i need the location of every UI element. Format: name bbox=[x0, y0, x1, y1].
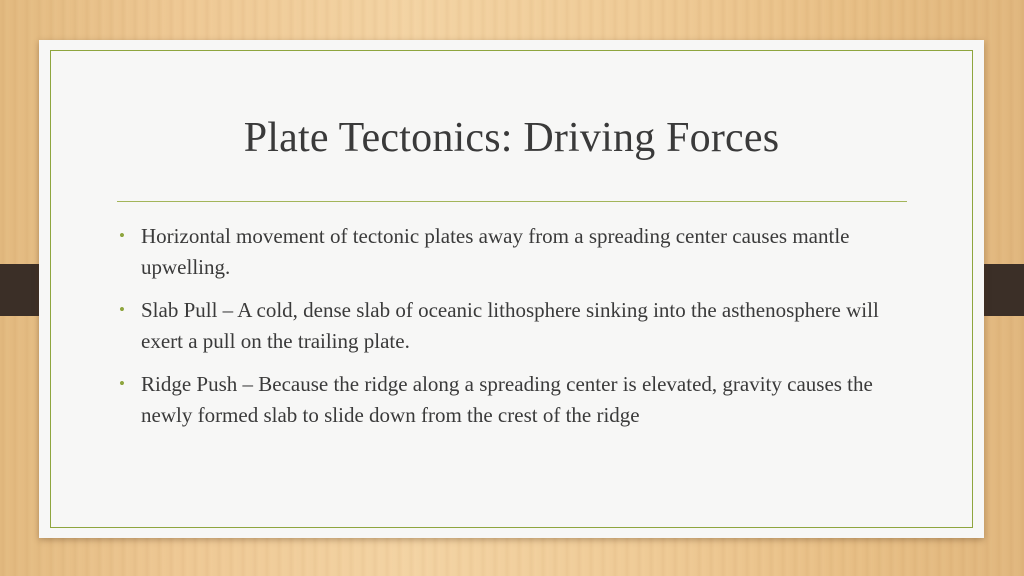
bullet-dot-icon: • bbox=[119, 300, 125, 319]
bullet-dot-icon: • bbox=[119, 374, 125, 393]
bullet-item bbox=[117, 295, 917, 357]
bullet-list bbox=[117, 221, 917, 443]
bullet-item bbox=[117, 369, 917, 431]
slide-card bbox=[39, 40, 984, 538]
slide-title: Plate Tectonics: Driving Forces bbox=[243, 115, 780, 161]
title-divider bbox=[117, 201, 907, 202]
bullet-text: Ridge Push – Because the ridge along a spreading center is elevated, gravity causes the newly formed slab to slide down from the crest of the ridge bbox=[141, 372, 873, 427]
bullet-text: Slab Pull – A cold, dense slab of oceanic lithosphere sinking into the asthenosphere will exert a pull on the trailing plate. bbox=[141, 298, 879, 353]
bullet-text: Horizontal movement of tectonic plates away from a spreading center causes mantle upwelling. bbox=[141, 224, 850, 279]
bullet-dot-icon: • bbox=[119, 226, 125, 245]
bullet-item bbox=[117, 221, 917, 283]
